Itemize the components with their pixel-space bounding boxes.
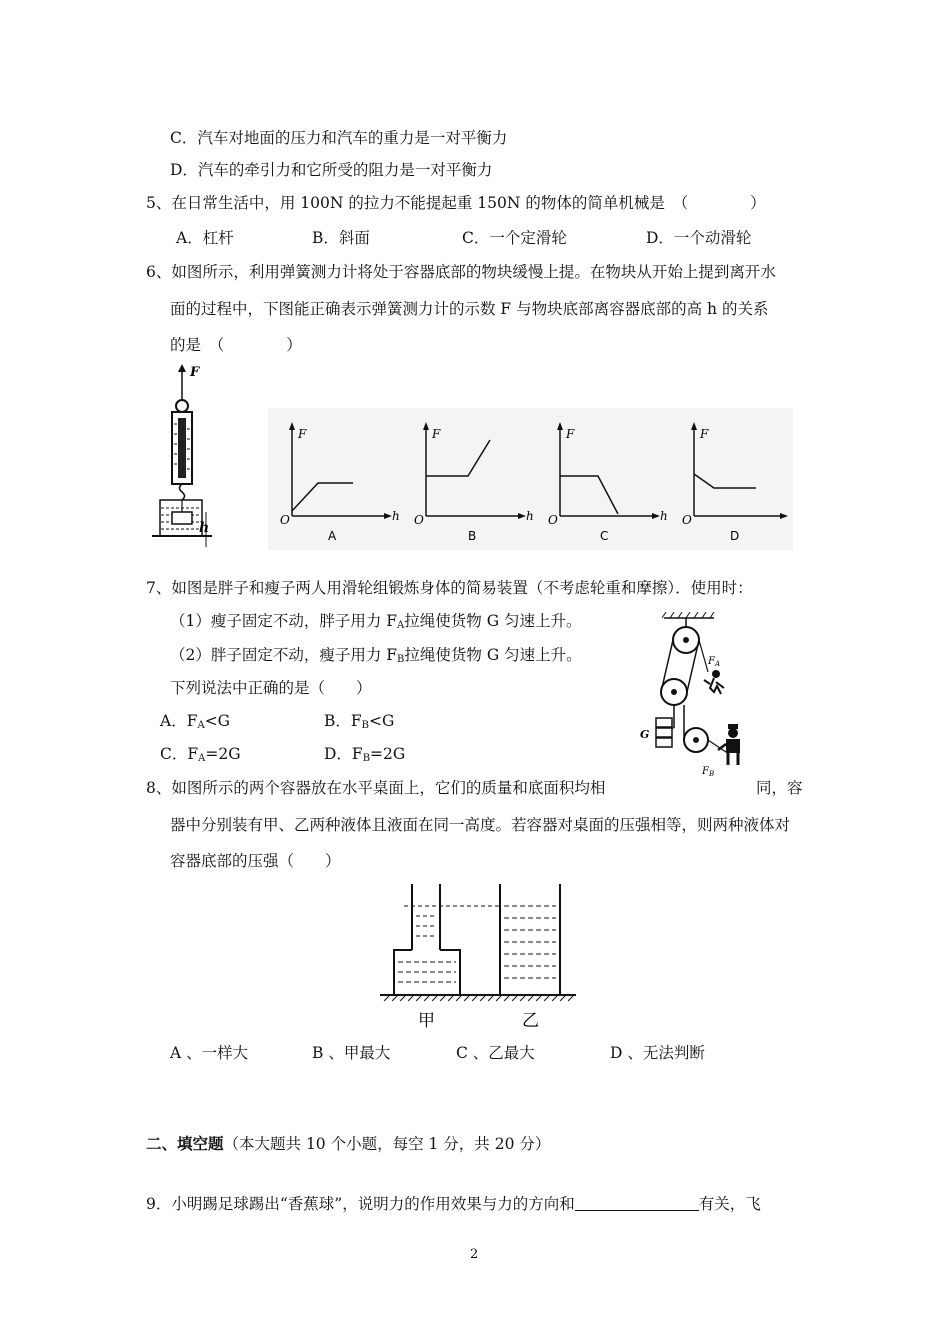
q7-stem: 7、如图是胖子和瘦子两人用滑轮组锻炼身体的简易装置（不考虑轮重和摩擦）．使用时： [146,579,753,597]
q5-option-a: A．杠杆 [176,229,234,247]
q7-option-c: C．$F_A=2G$ [160,745,241,764]
graph-b-h-label: h [526,509,534,523]
q8-stem-line1a: 8、如图所示的两个容器放在水平桌面上，它们的质量和底面积均相 [146,779,606,797]
fat-person-icon [718,724,740,765]
q6-graphs [268,408,793,550]
spring-scale-figure [152,362,216,552]
q6-stem-line1: 6、如图所示，利用弹簧测力计将处于容器底部的物块缓慢上提。在物块从开始上提到离开水 [146,263,776,281]
q8-option-c: C 、乙最大 [456,1044,535,1062]
q8-stem-line2: 器中分别装有甲、乙两种液体且液面在同一高度。若容器对桌面的压强相等，则两种液体对 [170,816,791,834]
q5-option-c: C．一个定滑轮 [462,229,567,247]
graph-a-label: A [328,529,337,543]
graph-c-h-label: h [660,509,668,523]
thin-person-icon [704,670,724,694]
graph-b-label: B [468,529,477,543]
graph-c-origin: O [548,513,558,527]
q5-option-d: D．一个动滑轮 [646,229,752,247]
q7-option-a: A．$F_A<G$ [160,712,231,731]
section-2-heading [146,1134,550,1154]
right-container-label: 乙 [522,1011,539,1031]
graph-b-f-label: F [432,427,441,441]
q4-option-d: D．汽车的牵引力和它所受的阻力是一对平衡力 [170,161,493,179]
graph-a-origin: O [280,513,290,527]
q7-option-b: B．$F_B<G$ [324,712,395,731]
containers-figure [378,880,582,1036]
q6-stem-line2: 面的过程中，下图能正确表示弹簧测力计的示数 F 与物块底部离容器底部的高 h 的关系 [170,300,769,318]
graph-c-f-label: F [566,427,575,441]
force-fa-label: $F_A$ [708,656,721,668]
graph-d-origin: O [682,513,692,527]
q4-option-c: C．汽车对地面的压力和汽车的重力是一对平衡力 [170,129,508,147]
section-2-note: （本大题共 10 个小题，每空 1 分，共 20 分） [223,1135,551,1153]
graph-d-f-label: F [700,427,709,441]
graph-c-label: C [600,529,609,543]
graph-b-origin: O [414,513,424,527]
q7-ask: 下列说法中正确的是（ ） [170,679,372,697]
q8-stem-line3: 容器底部的压强（ ） [170,852,341,870]
graph-a-f-label: F [298,427,307,441]
force-label-f: F [190,365,200,380]
pulley-system-figure [634,612,754,780]
q7-option-d: D．$F_B=2G$ [324,745,406,764]
q8-option-d: D 、无法判断 [610,1044,705,1062]
q7-statement-2: （2）胖子固定不动，瘦子用力 $F_B$拉绳使货物 G 匀速上升。 [170,646,582,665]
graph-a-h-label: h [392,509,400,523]
q5-stem: 5、在日常生活中，用 100N 的拉力不能提起重 150N 的物体的简单机械是 （ ） [146,194,766,212]
q9-blank [575,1195,699,1211]
q6-stem-line3: 的是 （ ） [170,336,302,354]
q8-option-b: B 、甲最大 [312,1044,391,1062]
q8-option-a: A 、一样大 [170,1044,249,1062]
q5-option-b: B．斜面 [312,229,370,247]
q8-stem-line1b: 同，容 [756,779,803,797]
height-label-h: h [199,520,210,536]
left-container-label: 甲 [418,1011,435,1031]
q9-stem: 9．小明踢足球踢出“香蕉球”，说明力的作用效果与力的方向和 有关，飞 [146,1195,761,1213]
section-2-title: 二、填空题 [146,1134,224,1153]
page-number: 2 [470,1247,479,1262]
q7-statement-1: （1）瘦子固定不动，胖子用力 $F_A$拉绳使货物 G 匀速上升。 [170,612,582,631]
graph-d-label: D [730,529,740,543]
load-g-label: G [640,728,650,741]
force-fb-label: $F_B$ [702,766,715,778]
